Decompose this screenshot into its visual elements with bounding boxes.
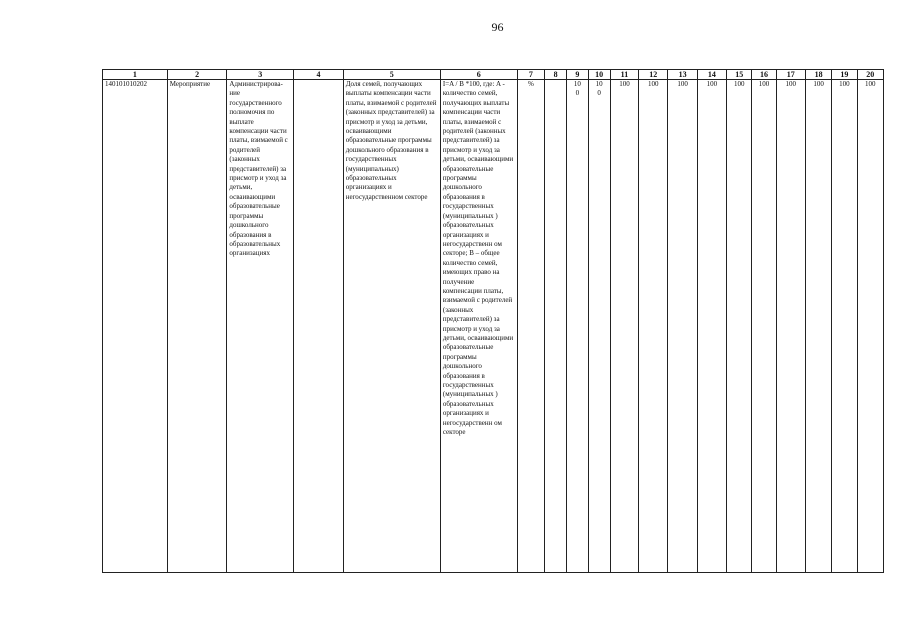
cell-code: 140101010202 (103, 80, 168, 573)
header-row (103, 70, 884, 80)
header-col-6: 6 (440, 70, 517, 80)
table-row (103, 80, 884, 573)
cell-col4 (294, 80, 344, 573)
header-col-10: 10 (588, 70, 610, 80)
header-col-13: 13 (668, 70, 697, 80)
cell-col17: 100 (776, 80, 805, 573)
header-col-4: 4 (294, 70, 344, 80)
page-number: 96 (491, 20, 504, 34)
header-col-15: 15 (727, 70, 752, 80)
cell-col16: 100 (752, 80, 776, 573)
cell-col12: 100 (639, 80, 668, 573)
header-col-16: 16 (752, 70, 776, 80)
cell-col15: 100 (727, 80, 752, 573)
cell-name: Администрирова-ние государственного полномочия по выплате компенсации части платы, взимаемой с родителей (законных представителей) за присмотр и уход за детьми, осваивающими образовательные программы дошкольного образования в образовательных организациях (227, 80, 294, 573)
header-col-2: 2 (167, 70, 227, 80)
header-col-5: 5 (343, 70, 440, 80)
cell-col9 (567, 80, 588, 573)
header-col-19: 19 (832, 70, 857, 80)
cell-unit: % (517, 80, 544, 573)
header-col-7: 7 (517, 70, 544, 80)
header-col-18: 18 (805, 70, 831, 80)
header-col-1: 1 (103, 70, 168, 80)
header-col-17: 17 (776, 70, 805, 80)
cell-col19: 100 (832, 80, 857, 573)
cell-col10-value: 100 (595, 80, 603, 98)
header-col-3: 3 (227, 70, 294, 80)
header-col-9: 9 (567, 70, 588, 80)
cell-col11: 100 (610, 80, 638, 573)
cell-indicator: Доля семей, получающих выплаты компенсации части платы, взимаемой с родителей (законных представителей) за присмотр и уход за детьми, осваивающими образовательные программы дошкольного образования в государственных (муниципальных) образовательных организациях и негосударственном секторе (343, 80, 440, 573)
header-col-20: 20 (857, 70, 883, 80)
header-col-12: 12 (639, 70, 668, 80)
header-col-8: 8 (545, 70, 567, 80)
cell-formula: I=A / B *100, где: A - количество семей, получающих выплаты компенсации части платы, взимаемой с родителей (законных представителей) за присмотр и уход за детьми, осваивающими образовательные программы дошкольного образования в государственных (муниципальных ) образовательных организациях и негосударственн ом секторе; B – общее количество семей, имеющих право на получение компенсации платы, взимаемой с родителей (законных представителей) за присмотр и уход за детьми, осваивающими образовательные программы дошкольного образования в государственных (муниципальных ) образовательных организациях и негосударственн ом секторе (440, 80, 517, 573)
cell-col10 (588, 80, 610, 573)
cell-col9-value: 100 (573, 80, 581, 98)
cell-col18: 100 (805, 80, 831, 573)
cell-type: Мероприятие (167, 80, 227, 573)
indicator-table (102, 69, 884, 573)
cell-col20: 100 (857, 80, 883, 573)
cell-col8 (545, 80, 567, 573)
cell-col13: 100 (668, 80, 697, 573)
header-col-14: 14 (697, 70, 726, 80)
cell-col14: 100 (697, 80, 726, 573)
header-col-11: 11 (610, 70, 638, 80)
